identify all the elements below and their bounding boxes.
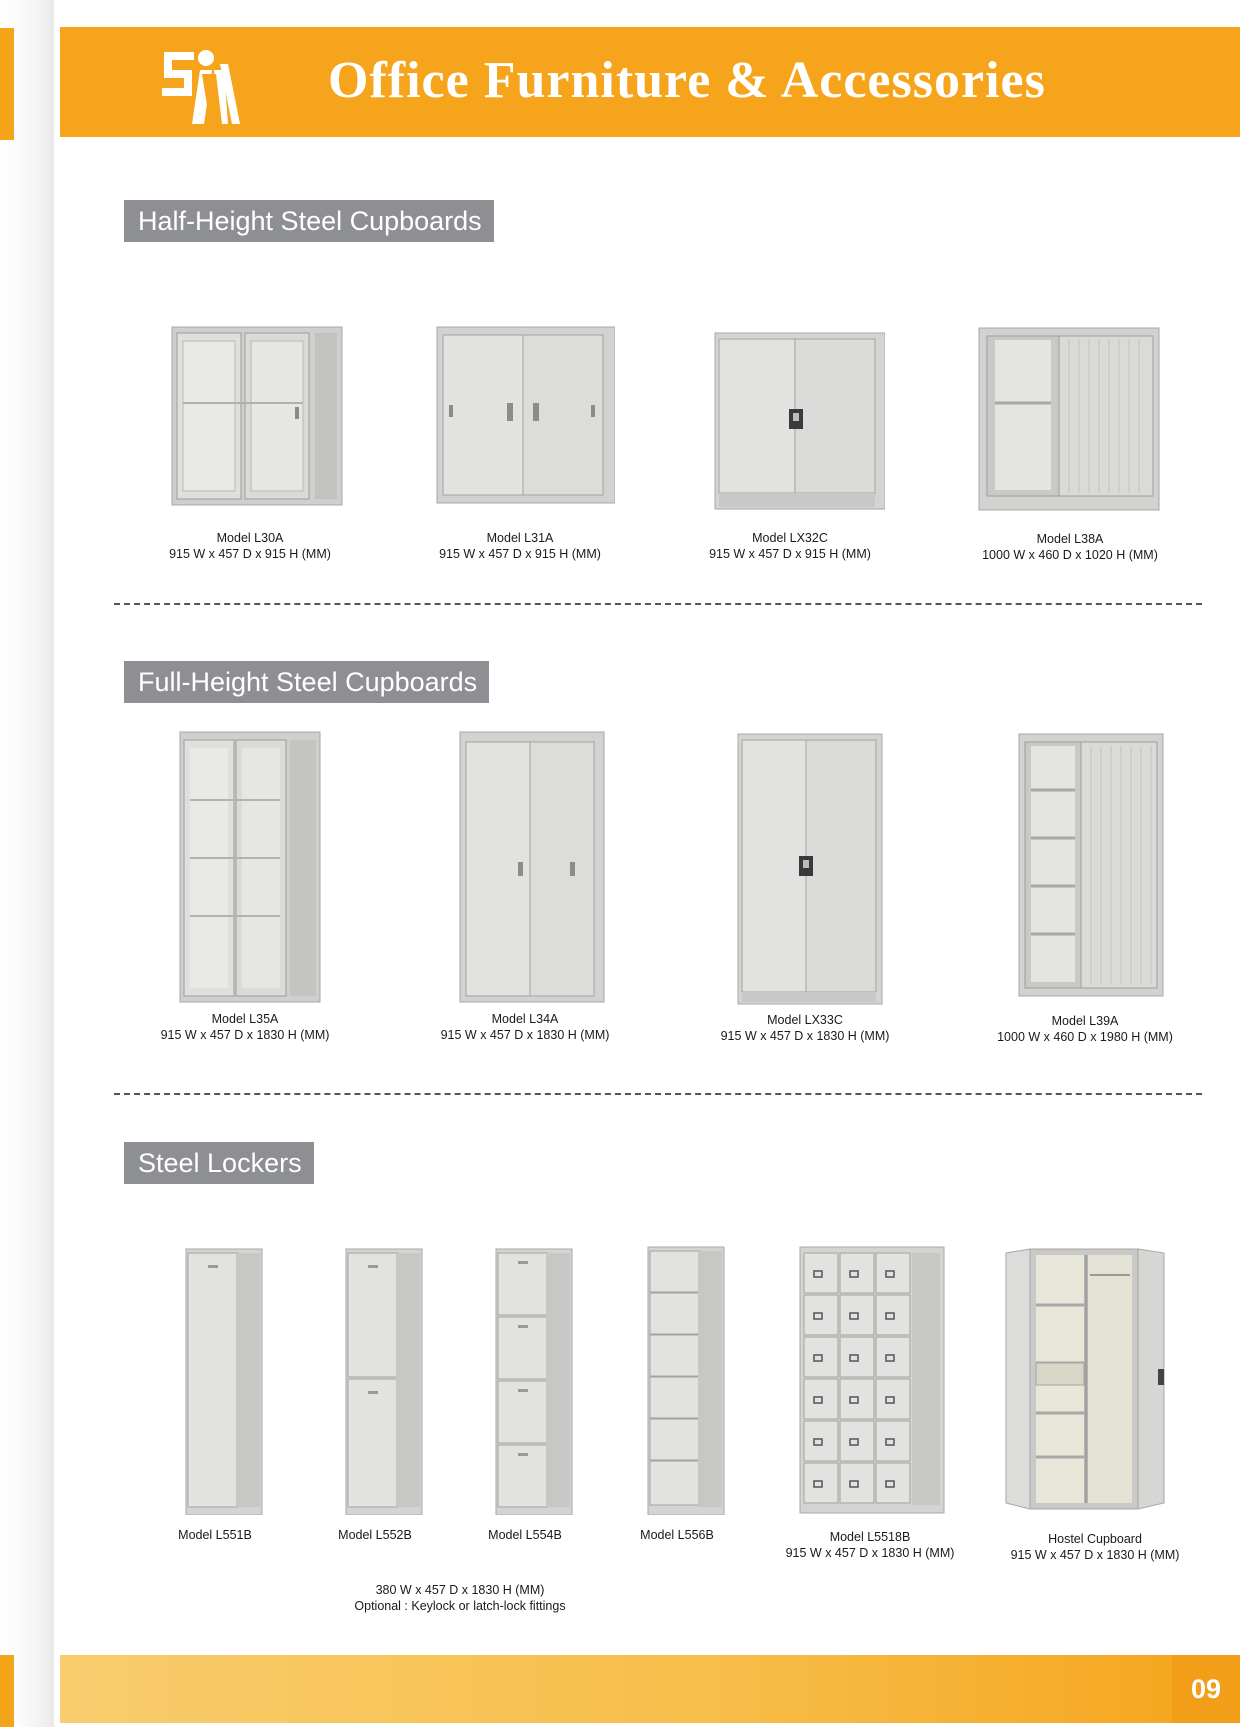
section-heading-half-height: Half-Height Steel Cupboards bbox=[124, 200, 494, 242]
caption-dims: 915 W x 457 D x 1830 H (MM) bbox=[1010, 1548, 1180, 1562]
page-binding-edge bbox=[0, 0, 54, 1727]
cupboard-l30a-image bbox=[155, 325, 345, 535]
product-card-hostel-cupboard bbox=[990, 1245, 1200, 1565]
caption-model: Model LX33C bbox=[767, 1013, 843, 1027]
caption-dims: 915 W x 457 D x 915 H (MM) bbox=[439, 547, 601, 561]
caption-dims: 915 W x 457 D x 1830 H (MM) bbox=[785, 1546, 955, 1560]
product-card-l551b bbox=[150, 1245, 280, 1545]
caption-model: Model L554B bbox=[488, 1528, 562, 1542]
product-card-l31a bbox=[425, 325, 615, 570]
section-divider bbox=[114, 1093, 1202, 1095]
caption-model: Model LX32C bbox=[752, 531, 828, 545]
caption-model: Model L35A bbox=[211, 1012, 279, 1026]
caption-dims: 915 W x 457 D x 915 H (MM) bbox=[169, 547, 331, 561]
caption-model: Model L556B bbox=[640, 1528, 714, 1542]
caption-dims: 1000 W x 460 D x 1980 H (MM) bbox=[997, 1030, 1173, 1044]
product-card-l556b bbox=[612, 1245, 742, 1545]
cupboard-l39a-image bbox=[985, 730, 1185, 1010]
cupboard-l35a-image bbox=[150, 730, 340, 1010]
lockers-dims-note: 380 W x 457 D x 1830 H (MM) bbox=[375, 1583, 545, 1597]
product-card-l30a bbox=[155, 325, 345, 570]
product-card-l5518b bbox=[770, 1245, 970, 1565]
locker-l551b-image bbox=[150, 1245, 280, 1515]
product-card-lx33c bbox=[710, 730, 900, 1050]
caption-dims: 915 W x 457 D x 1830 H (MM) bbox=[160, 1028, 330, 1042]
page-number: 09 bbox=[1172, 1655, 1240, 1723]
caption-model: Model L34A bbox=[491, 1012, 559, 1026]
cupboard-lx32c-image bbox=[695, 325, 885, 535]
caption-model: Model L552B bbox=[338, 1528, 412, 1542]
product-card-l552b bbox=[310, 1245, 440, 1545]
hostel-cupboard-image bbox=[990, 1245, 1200, 1515]
caption-dims: 915 W x 457 D x 1830 H (MM) bbox=[440, 1028, 610, 1042]
locker-l5518b-image bbox=[770, 1245, 970, 1515]
caption-dims: 915 W x 457 D x 915 H (MM) bbox=[709, 547, 871, 561]
product-card-l39a bbox=[985, 730, 1185, 1050]
binding-tab-bottom bbox=[0, 1655, 14, 1727]
product-card-l38a bbox=[965, 325, 1175, 570]
caption-model: Model L38A bbox=[1036, 532, 1104, 546]
caption-model: Hostel Cupboard bbox=[1048, 1532, 1142, 1546]
caption-model: Model L30A bbox=[216, 531, 284, 545]
header-band bbox=[60, 27, 1240, 137]
product-card-l35a bbox=[150, 730, 340, 1050]
lockers-note bbox=[290, 1582, 630, 1614]
locker-l556b-image bbox=[612, 1245, 742, 1515]
product-card-l34a bbox=[430, 730, 620, 1050]
caption-model: Model L551B bbox=[178, 1528, 252, 1542]
cupboard-lx33c-image bbox=[710, 730, 900, 1010]
section-heading-lockers: Steel Lockers bbox=[124, 1142, 314, 1184]
product-card-l554b bbox=[460, 1245, 590, 1545]
cupboard-l31a-image bbox=[425, 325, 615, 535]
company-logo-icon bbox=[158, 44, 240, 126]
section-divider bbox=[114, 603, 1202, 605]
lockers-options-note: Optional : Keylock or latch-lock fittings bbox=[354, 1599, 566, 1613]
caption-model: Model L39A bbox=[1051, 1014, 1119, 1028]
locker-l552b-image bbox=[310, 1245, 440, 1515]
page-title: Office Furniture & Accessories bbox=[328, 52, 1046, 109]
footer-band bbox=[60, 1655, 1240, 1723]
caption-model: Model L5518B bbox=[829, 1530, 911, 1544]
product-card-lx32c bbox=[695, 325, 885, 570]
binding-tab-top bbox=[0, 28, 14, 140]
caption-dims: 1000 W x 460 D x 1020 H (MM) bbox=[982, 548, 1158, 562]
cupboard-l38a-image bbox=[965, 325, 1175, 535]
section-heading-full-height: Full-Height Steel Cupboards bbox=[124, 661, 489, 703]
caption-model: Model L31A bbox=[486, 531, 554, 545]
locker-l554b-image bbox=[460, 1245, 590, 1515]
caption-dims: 915 W x 457 D x 1830 H (MM) bbox=[720, 1029, 890, 1043]
cupboard-l34a-image bbox=[430, 730, 620, 1010]
